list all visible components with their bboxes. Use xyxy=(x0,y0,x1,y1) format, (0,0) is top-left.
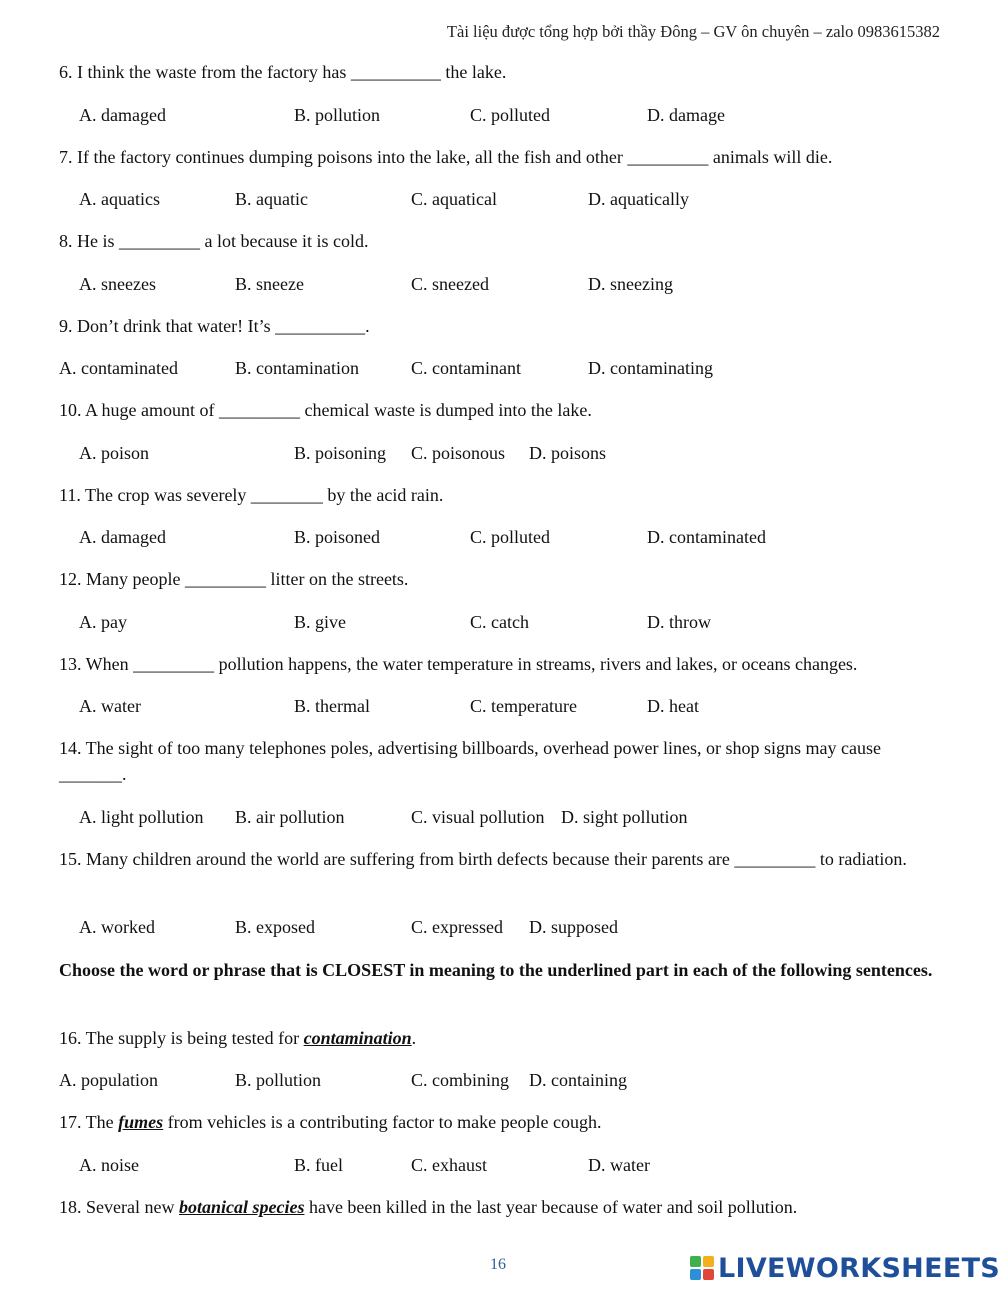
logo-block xyxy=(690,1256,701,1267)
option-b[interactable]: B. sneeze xyxy=(235,274,304,294)
option-d[interactable]: D. containing xyxy=(529,1070,627,1090)
option-b[interactable]: B. air pollution xyxy=(235,807,345,827)
option-c[interactable]: C. contaminant xyxy=(411,358,521,378)
question-text-before: 17. The xyxy=(59,1112,119,1132)
question-text-before: 16. The supply is being tested for xyxy=(59,1028,304,1048)
option-c[interactable]: C. exhaust xyxy=(411,1155,487,1175)
question-6: 6. I think the waste from the factory has __________ the lake. xyxy=(59,62,507,82)
question-7: 7. If the factory continues dumping poisons into the lake, all the fish and other _________ animals will die. xyxy=(59,147,833,167)
question-12: 12. Many people _________ litter on the streets. xyxy=(59,569,409,589)
option-b[interactable]: B. poisoning xyxy=(294,443,387,463)
question-text-after: from vehicles is a contributing factor to make people cough. xyxy=(163,1112,602,1132)
page-number: 16 xyxy=(490,1256,506,1273)
question-text-after: have been killed in the last year because of water and soil pollution. xyxy=(304,1197,798,1217)
option-d[interactable]: D. poisons xyxy=(529,443,607,463)
question-text-after: . xyxy=(411,1028,417,1048)
option-d[interactable]: D. water xyxy=(588,1155,650,1175)
logo-block xyxy=(703,1256,714,1267)
option-c[interactable]: C. polluted xyxy=(470,105,550,125)
option-d[interactable]: D. damage xyxy=(647,105,725,125)
option-c[interactable]: C. aquatical xyxy=(411,189,497,209)
option-c[interactable]: C. polluted xyxy=(470,527,550,547)
option-b[interactable]: B. poisoned xyxy=(294,527,381,547)
option-a[interactable]: A. worked xyxy=(79,917,155,937)
option-d[interactable]: D. throw xyxy=(647,612,711,632)
option-b[interactable]: B. give xyxy=(294,612,346,632)
option-b[interactable]: B. exposed xyxy=(235,917,315,937)
logo-block xyxy=(690,1269,701,1280)
page-header: Tài liệu được tổng hợp bởi thầy Đông – GV ôn chuyên – zalo 0983615382 xyxy=(446,22,940,41)
question-13: 13. When _________ pollution happens, the water temperature in streams, rivers and lakes, or oceans changes. xyxy=(59,654,858,674)
option-d[interactable]: D. aquatically xyxy=(588,189,689,209)
option-a[interactable]: A. water xyxy=(79,696,141,716)
option-d[interactable]: D. sight pollution xyxy=(561,807,688,827)
question-11: 11. The crop was severely ________ by the acid rain. xyxy=(59,485,444,505)
option-b[interactable]: B. fuel xyxy=(294,1155,343,1175)
question-text-before: 18. Several new xyxy=(59,1197,179,1217)
option-b[interactable]: B. pollution xyxy=(235,1070,322,1090)
option-d[interactable]: D. contaminating xyxy=(588,358,713,378)
brand-name: LIVEWORKSHEETS xyxy=(718,1252,1000,1284)
option-a[interactable]: A. poison xyxy=(79,443,150,463)
option-c[interactable]: C. sneezed xyxy=(411,274,489,294)
option-b[interactable]: B. pollution xyxy=(294,105,381,125)
question-15: 15. Many children around the world are suffering from birth defects because their parents are _________ to radiation. xyxy=(59,849,907,869)
underlined-term: contamination xyxy=(303,1028,412,1048)
option-a[interactable]: A. damaged xyxy=(79,105,166,125)
option-d[interactable]: D. contaminated xyxy=(647,527,766,547)
question-17 xyxy=(59,1112,602,1133)
liveworksheets-logo[interactable] xyxy=(690,1252,1000,1284)
option-c[interactable]: C. catch xyxy=(470,612,529,632)
option-d[interactable]: D. heat xyxy=(647,696,699,716)
underlined-term: fumes xyxy=(118,1112,164,1132)
option-a[interactable]: A. damaged xyxy=(79,527,166,547)
question-10: 10. A huge amount of _________ chemical waste is dumped into the lake. xyxy=(59,400,592,420)
option-a[interactable]: A. light pollution xyxy=(79,807,204,827)
option-c[interactable]: C. expressed xyxy=(411,917,503,937)
option-b[interactable]: B. aquatic xyxy=(235,189,308,209)
option-c[interactable]: C. combining xyxy=(411,1070,509,1090)
option-c[interactable]: C. visual pollution xyxy=(411,807,545,827)
option-b[interactable]: B. contamination xyxy=(235,358,359,378)
question-18 xyxy=(59,1197,797,1218)
option-c[interactable]: C. temperature xyxy=(470,696,577,716)
liveworksheets-blocks-icon xyxy=(690,1256,714,1280)
question-16 xyxy=(59,1028,416,1049)
option-a[interactable]: A. aquatics xyxy=(79,189,160,209)
underlined-term: botanical species xyxy=(178,1197,305,1217)
option-a[interactable]: A. sneezes xyxy=(79,274,156,294)
option-a[interactable]: A. population xyxy=(59,1070,158,1090)
logo-block xyxy=(703,1269,714,1280)
option-d[interactable]: D. sneezing xyxy=(588,274,673,294)
section-instruction: Choose the word or phrase that is CLOSEST in meaning to the underlined part in each of the following sentences. xyxy=(59,960,933,980)
option-b[interactable]: B. thermal xyxy=(294,696,370,716)
question-9: 9. Don’t drink that water! It’s __________. xyxy=(59,316,370,336)
option-a[interactable]: A. pay xyxy=(79,612,127,632)
question-8: 8. He is _________ a lot because it is cold. xyxy=(59,231,369,251)
option-a[interactable]: A. noise xyxy=(79,1155,139,1175)
option-c[interactable]: C. poisonous xyxy=(411,443,506,463)
question-14: 14. The sight of too many telephones poles, advertising billboards, overhead power lines, or shop signs may cause _______. xyxy=(59,738,882,784)
option-d[interactable]: D. supposed xyxy=(529,917,618,937)
option-a[interactable]: A. contaminated xyxy=(59,358,178,378)
